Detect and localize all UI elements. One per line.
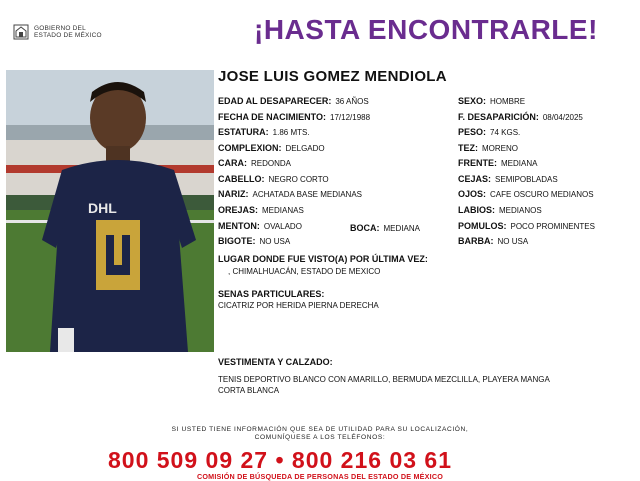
clothing-line1: TENIS DEPORTIVO BLANCO CON AMARILLO, BERMUDA MEZCLILLA, PLAYERA MANGA [218, 375, 550, 384]
field-fecha-nacimiento: FECHA DE NACIMIENTO: 17/12/1988 [218, 112, 371, 122]
footer-commission: COMISIÓN DE BÚSQUEDA DE PERSONAS DEL ESTADO DE MÉXICO [196, 472, 444, 481]
field-sexo: SEXO: HOMBRE [458, 96, 526, 106]
senas-value: CICATRIZ POR HERIDA PIERNA DERECHA [218, 301, 379, 310]
field-orejas: OREJAS: MEDIANAS [218, 205, 304, 215]
banner-title: ¡HASTA ENCONTRARLE! [254, 14, 598, 45]
person-photo-image [6, 70, 214, 352]
info-line1: SI USTED TIENE INFORMACIÓN QUE SEA DE UTILIDAD PARA SU LOCALIZACIÓN, [171, 426, 469, 433]
field-tez: TEZ: MORENO [458, 143, 518, 153]
field-pomulos: POMULOS: POCO PROMINENTES [458, 221, 595, 231]
field-cejas: CEJAS: SEMIPOBLADAS [458, 174, 558, 184]
coat-of-arms-icon [12, 22, 30, 42]
field-labios: LABIOS: MEDIANOS [458, 205, 542, 215]
field-estatura: ESTATURA: 1.86 MTS. [218, 127, 310, 137]
person-photo [6, 70, 214, 352]
senas-label: SENAS PARTICULARES: [218, 289, 325, 299]
field-boca: BOCA: MEDIANA [350, 223, 420, 233]
person-name: JOSE LUIS GOMEZ MENDIOLA [218, 68, 447, 85]
info-line2: COMUNÍQUESE A LOS TELÉFONOS: [254, 434, 386, 441]
field-cabello: CABELLO: NEGRO CORTO [218, 174, 329, 184]
phone-numbers[interactable]: 800 509 09 27 • 800 216 03 61 [108, 447, 453, 473]
svg-text:DHL: DHL [88, 200, 117, 216]
last-seen-value: , CHIMALHUACÁN, ESTADO DE MEXICO [228, 267, 381, 276]
field-fecha-desaparicion: F. DESAPARICIÓN: 08/04/2025 [458, 112, 583, 122]
field-complexion: COMPLEXION: DELGADO [218, 143, 325, 153]
field-frente: FRENTE: MEDIANA [458, 158, 538, 168]
government-logo [12, 22, 102, 42]
field-barba: BARBA: NO USA [458, 236, 529, 246]
clothing-line2: CORTA BLANCA [218, 386, 280, 395]
field-bigote: BIGOTE: NO USA [218, 236, 291, 246]
field-ojos: OJOS: CAFE OSCURO MEDIANOS [458, 189, 594, 199]
clothing-label: VESTIMENTA Y CALZADO: [218, 357, 333, 367]
logo-line1: GOBIERNO DEL [34, 24, 86, 32]
last-seen-label: LUGAR DONDE FUE VISTO(A) POR ÚLTIMA VEZ: [218, 254, 428, 264]
field-cara: CARA: REDONDA [218, 158, 292, 168]
field-peso: PESO: 74 KGS. [458, 127, 521, 137]
field-edad: EDAD AL DESAPARECER: 36 AÑOS [218, 96, 369, 106]
field-nariz: NARIZ: ACHATADA BASE MEDIANAS [218, 189, 363, 199]
logo-line2: ESTADO DE MÉXICO [34, 32, 102, 39]
field-menton: MENTON: OVALADO [218, 221, 302, 231]
